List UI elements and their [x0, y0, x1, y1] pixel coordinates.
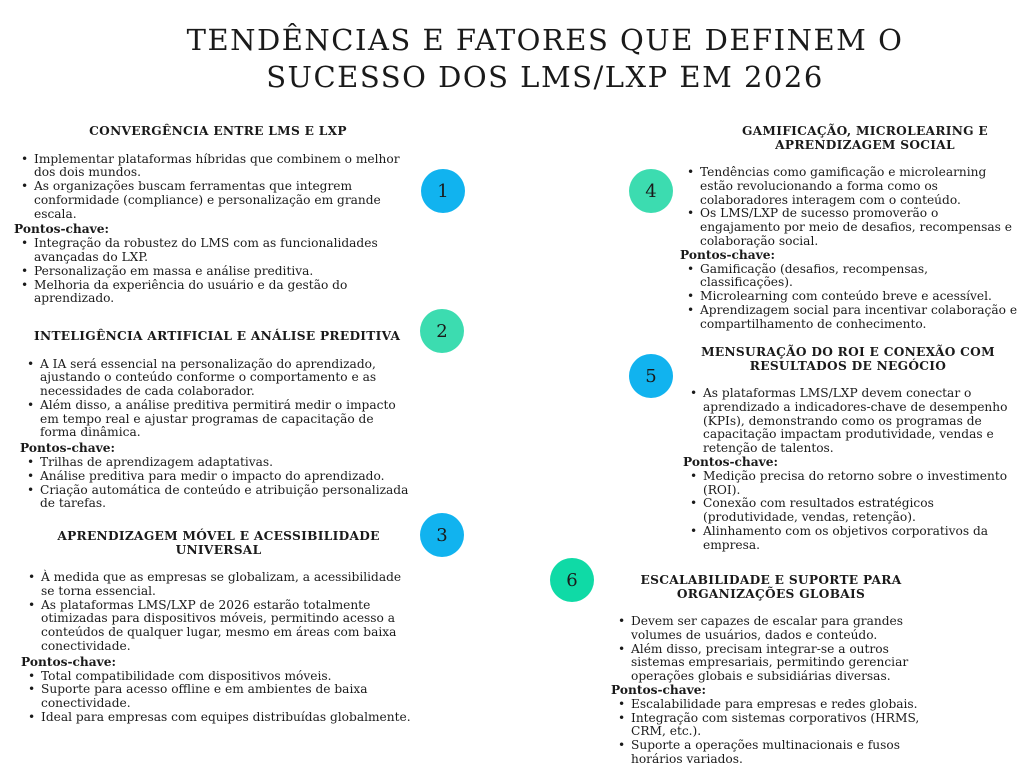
keypoint: • Integração da robustez do LMS com as funcionalidades avançadas do LXP.: [34, 237, 414, 265]
section-2-number-badge: [420, 309, 464, 353]
section-3-heading: APRENDIZAGEM MÓVEL E ACESSIBILIDADE UNIVERSAL: [57, 529, 380, 557]
section-3: [21, 530, 416, 725]
section-6-heading: ESCALABILIDADE E SUPORTE PARA ORGANIZAÇÕES GLOBAIS: [640, 573, 902, 601]
page-title: TENDÊNCIAS E FATORES QUE DEFINEM O SUCESSO DOS LMS/LXP EM 2026: [186, 23, 904, 94]
keypoint: • Microlearning com conteúdo breve e acessível.: [700, 290, 1020, 304]
keypoint: • Trilhas de aprendizagem adaptativas.: [40, 456, 412, 470]
badge-number: 4: [645, 180, 657, 202]
section-3-bullets: [21, 571, 416, 654]
section-4-keypoints: [680, 263, 1020, 332]
section-5-number-badge: [629, 354, 673, 398]
section-4: [680, 125, 1020, 332]
bullet: • As plataformas LMS/LXP de 2026 estarão totalmente otimizadas para dispositivos móveis, permitindo acesso a conteúdos de qualquer lugar, mesmo em áreas com baixa conectividade.: [41, 599, 416, 654]
keypoints-label: Pontos-chave:: [611, 682, 707, 697]
keypoint: • Gamificação (desafios, recompensas, classificações).: [700, 263, 1020, 291]
keypoints-label: Pontos-chave:: [680, 247, 776, 262]
badge-number: 6: [566, 569, 578, 591]
keypoints-label: Pontos-chave:: [21, 654, 117, 669]
keypoint: • Total compatibilidade com dispositivos móveis.: [41, 670, 416, 684]
keypoint: • Análise preditiva para medir o impacto do aprendizado.: [40, 470, 412, 484]
section-1-heading: CONVERGÊNCIA ENTRE LMS E LXP: [89, 124, 347, 138]
badge-number: 2: [436, 320, 448, 342]
keypoint: • Medição precisa do retorno sobre o investimento (ROI).: [703, 470, 1013, 498]
section-2-heading: INTELIGÊNCIA ARTIFICIAL E ANÁLISE PREDITIVA: [34, 329, 401, 343]
section-2: [20, 330, 412, 511]
section-4-number-badge: [629, 169, 673, 213]
bullet: • Implementar plataformas híbridas que combinem o melhor dos dois mundos.: [34, 153, 414, 181]
badge-number: 5: [645, 365, 657, 387]
section-1-bullets: [14, 153, 414, 222]
bullet: • Os LMS/LXP de sucesso promoverão o engajamento por meio de desafios, recompensas e colaboração social.: [700, 207, 1020, 248]
bullet: • À medida que as empresas se globalizam, a acessibilidade se torna essencial.: [41, 571, 416, 599]
keypoint: • Suporte para acesso offline e em ambientes de baixa conectividade.: [41, 683, 416, 711]
badge-number: 3: [436, 524, 448, 546]
section-1-keypoints: [14, 237, 414, 306]
keypoint: • Integração com sistemas corporativos (HRMS, CRM, etc.).: [631, 712, 931, 740]
bullet: • Além disso, precisam integrar-se a outros sistemas empresariais, permitindo gerenciar operações globais e subsidiárias diversas.: [631, 643, 931, 684]
keypoints-label: Pontos-chave:: [20, 441, 116, 456]
section-6: [611, 574, 931, 767]
section-6-keypoints: [611, 698, 931, 767]
section-1-number-badge: [421, 169, 465, 213]
keypoint: • Conexão com resultados estratégicos (produtividade, vendas, retenção).: [703, 497, 1013, 525]
bullet: • As organizações buscam ferramentas que integrem conformidade (compliance) e personalização em grande escala.: [34, 180, 414, 221]
section-6-bullets: [611, 615, 931, 684]
section-4-heading: GAMIFICAÇÃO, MICROLEARING E APRENDIZAGEM SOCIAL: [741, 124, 989, 152]
keypoint: • Escalabilidade para empresas e redes globais.: [631, 698, 931, 712]
section-1: [14, 125, 414, 306]
section-3-keypoints: [21, 670, 416, 725]
section-5-bullets: [683, 387, 1013, 456]
bullet: • A IA será essencial na personalização do aprendizado, ajustando o conteúdo conforme o comportamento e as necessidades de cada colaborador.: [40, 358, 412, 399]
keypoint: • Ideal para empresas com equipes distribuídas globalmente.: [41, 711, 416, 725]
section-5-keypoints: [683, 470, 1013, 553]
keypoint: • Alinhamento com os objetivos corporativos da empresa.: [703, 525, 1013, 553]
keypoints-label: Pontos-chave:: [14, 222, 110, 237]
section-5: [683, 346, 1013, 553]
section-3-number-badge: [420, 513, 464, 557]
keypoints-label: Pontos-chave:: [683, 454, 779, 469]
keypoint: • Aprendizagem social para incentivar colaboração e compartilhamento de conhecimento.: [700, 304, 1020, 332]
bullet: • Devem ser capazes de escalar para grandes volumes de usuários, dados e conteúdo.: [631, 615, 931, 643]
section-6-number-badge: [550, 558, 594, 602]
badge-number: 1: [437, 180, 449, 202]
section-2-keypoints: [20, 456, 412, 511]
keypoint: • Criação automática de conteúdo e atribuição personalizada de tarefas.: [40, 484, 412, 512]
keypoint: • Melhoria da experiência do usuário e da gestão do aprendizado.: [34, 279, 414, 307]
bullet: • Além disso, a análise preditiva permitirá medir o impacto em tempo real e ajustar programas de capacitação de forma dinâmica.: [40, 399, 412, 440]
keypoint: • Personalização em massa e análise preditiva.: [34, 265, 414, 279]
section-5-heading: MENSURAÇÃO DO ROI E CONEXÃO COM RESULTADOS DE NEGÓCIO: [701, 345, 995, 373]
keypoint: • Suporte a operações multinacionais e fusos horários variados.: [631, 739, 931, 767]
bullet: • Tendências como gamificação e microlearning estão revolucionando a forma como os colaboradores interagem com o conteúdo.: [700, 166, 1020, 207]
section-2-bullets: [20, 358, 412, 441]
bullet: • As plataformas LMS/LXP devem conectar o aprendizado a indicadores-chave de desempenho (KPIs), demonstrando como os programas de capacitação impactam produtividade, vendas e retenção de talentos.: [703, 387, 1013, 456]
section-4-bullets: [680, 166, 1020, 249]
